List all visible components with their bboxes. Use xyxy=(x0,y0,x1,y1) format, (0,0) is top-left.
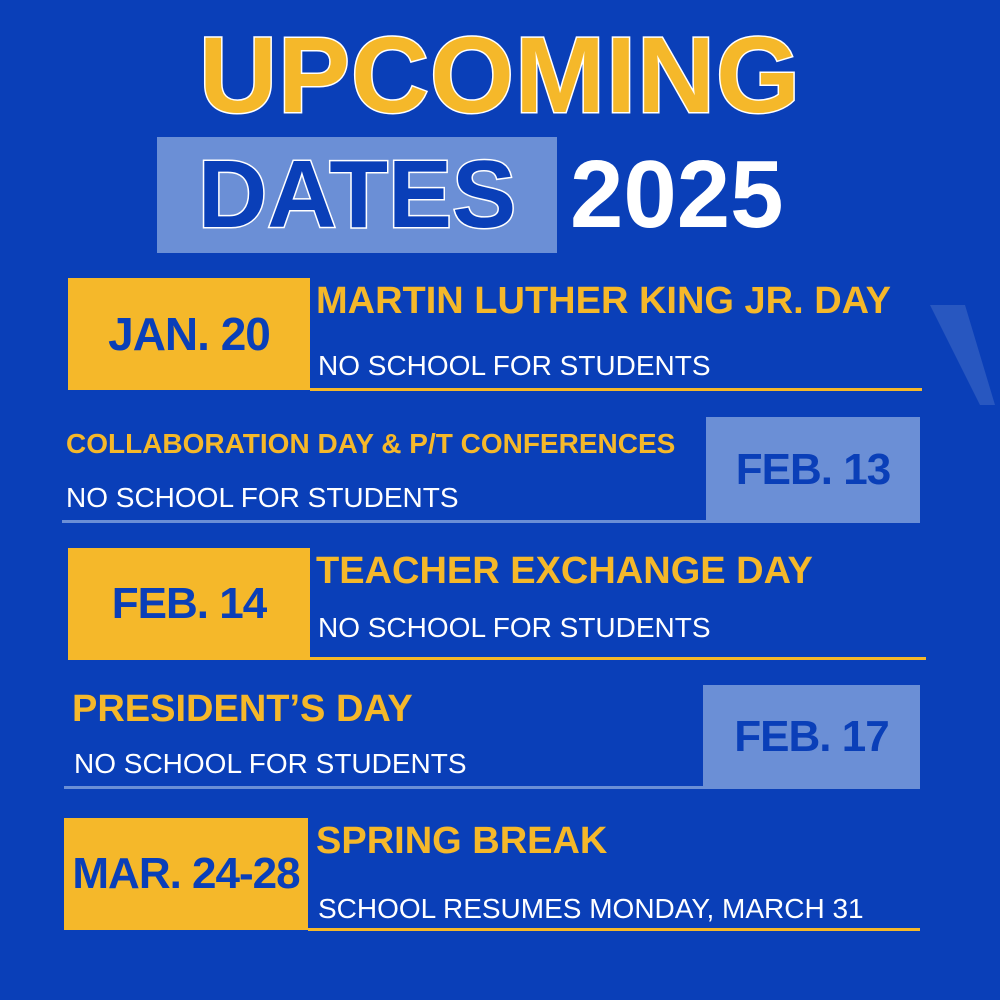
event-divider xyxy=(308,928,920,931)
event-date-mlk xyxy=(68,278,310,390)
event-subtitle-mlk: NO SCHOOL FOR STUDENTS xyxy=(318,350,711,381)
event-title-mlk: MARTIN LUTHER KING JR. DAY xyxy=(316,280,891,322)
event-date-label: FEB. 14 xyxy=(111,579,267,628)
event-title-teacher-exchange: TEACHER EXCHANGE DAY xyxy=(316,550,813,592)
title-year: 2025 xyxy=(570,141,784,248)
event-date-feb13 xyxy=(706,417,920,523)
event-date-feb14 xyxy=(68,548,310,660)
event-divider xyxy=(310,388,922,391)
event-subtitle-collaboration: NO SCHOOL FOR STUDENTS xyxy=(66,482,459,513)
event-date-label: FEB. 13 xyxy=(735,445,891,494)
event-divider xyxy=(62,520,708,523)
event-date-label: FEB. 17 xyxy=(734,712,889,761)
event-title-collaboration: COLLABORATION DAY & P/T CONFERENCES xyxy=(66,428,676,459)
title-upcoming: UPCOMING xyxy=(199,14,801,135)
event-subtitle-teacher-exchange: NO SCHOOL FOR STUDENTS xyxy=(318,612,711,643)
event-title-spring-break: SPRING BREAK xyxy=(316,820,608,862)
event-date-feb17 xyxy=(703,685,920,789)
title-dates: DATES xyxy=(197,141,517,248)
event-date-spring-break xyxy=(64,818,308,930)
event-divider xyxy=(310,657,926,660)
event-title-presidents-day: PRESIDENT’S DAY xyxy=(72,688,413,730)
watermark-logo-icon xyxy=(925,300,1000,410)
event-date-label: JAN. 20 xyxy=(108,308,270,360)
event-divider xyxy=(64,786,708,789)
event-subtitle-presidents-day: NO SCHOOL FOR STUDENTS xyxy=(74,748,467,779)
event-subtitle-spring-break: SCHOOL RESUMES MONDAY, MARCH 31 xyxy=(318,893,864,924)
event-date-label: MAR. 24-28 xyxy=(72,849,300,898)
